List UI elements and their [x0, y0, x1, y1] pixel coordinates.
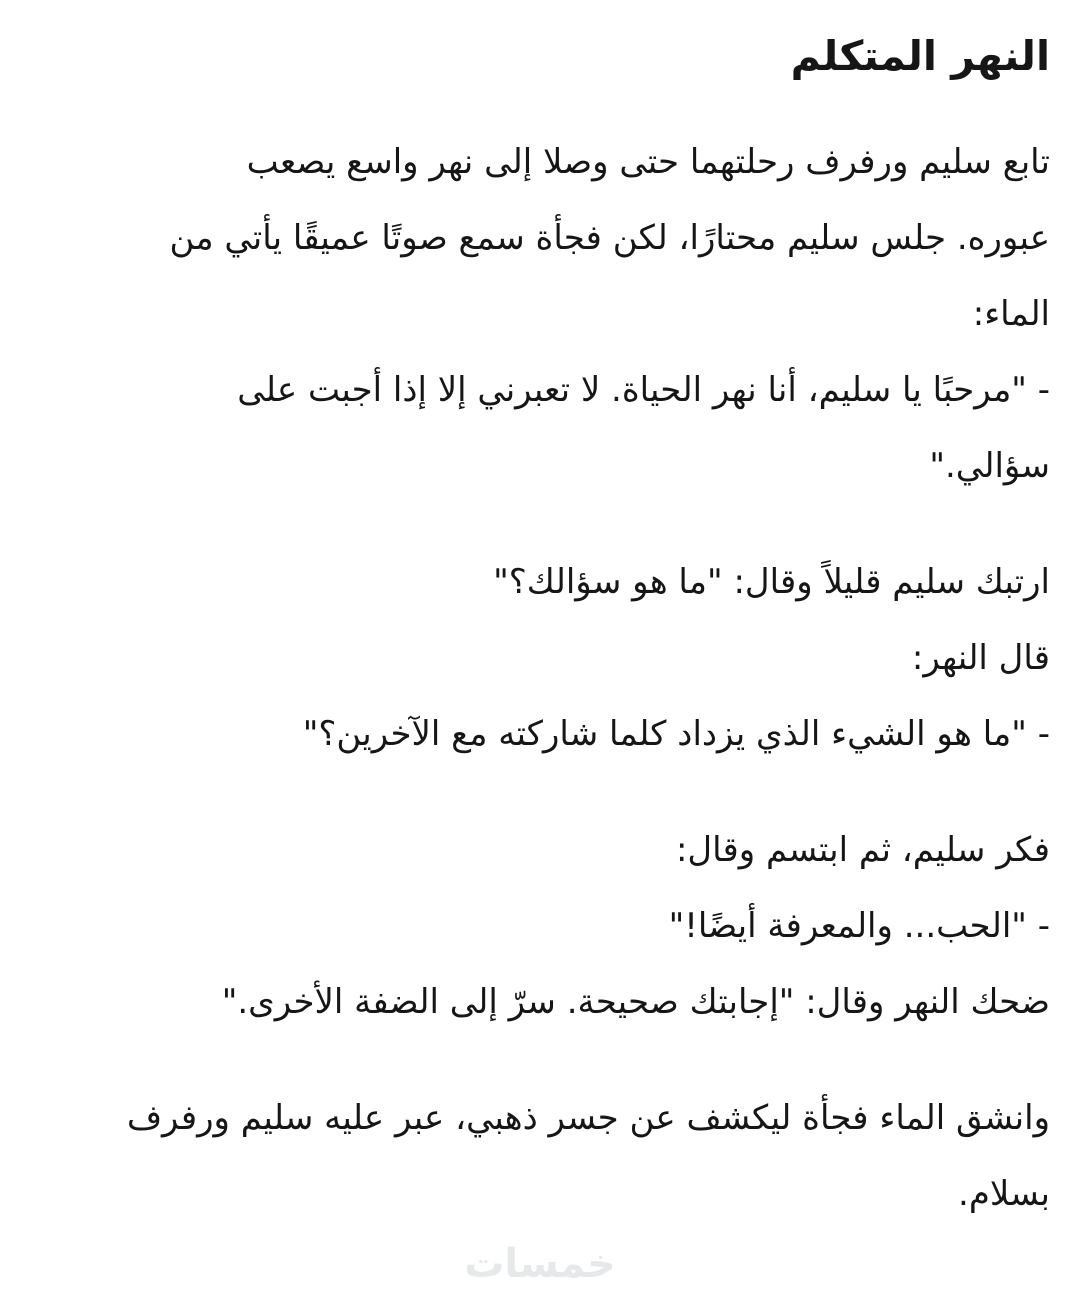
khamsat-watermark-logo: خمسات	[464, 1241, 616, 1287]
dialogue-line: سؤالي."	[929, 446, 1050, 486]
paragraph-ending	[60, 1080, 1050, 1232]
paragraph-intro	[60, 124, 1050, 504]
text-line: بسلام.	[958, 1174, 1050, 1214]
text-line: تابع سليم ورفرف رحلتهما حتى وصلا إلى نهر واسع يصعب	[246, 142, 1050, 182]
paragraph-question	[60, 544, 1050, 772]
text-line: قال النهر:	[911, 638, 1050, 678]
text-line: عبوره. جلس سليم محتارًا، لكن فجأة سمع صوتًا عميقًا يأتي من	[169, 218, 1050, 258]
text-line: فكر سليم، ثم ابتسم وقال:	[675, 830, 1050, 870]
dialogue-line: - "ما هو الشيء الذي يزداد كلما شاركته مع الآخرين؟"	[302, 714, 1050, 754]
text-line: ارتبك سليم قليلاً وقال: "ما هو سؤالك؟"	[493, 562, 1050, 602]
text-line: الماء:	[972, 294, 1050, 334]
text-line: ضحك النهر وقال: "إجابتك صحيحة. سرّ إلى الضفة الأخرى."	[221, 982, 1050, 1022]
paragraph-answer	[60, 812, 1050, 1040]
text-line: وانشق الماء فجأة ليكشف عن جسر ذهبي، عبر عليه سليم ورفرف	[126, 1098, 1050, 1138]
page-title: النهر المتكلم	[790, 32, 1050, 80]
dialogue-line: - "الحب... والمعرفة أيضًا!"	[668, 906, 1050, 946]
dialogue-line: - "مرحبًا يا سليم، أنا نهر الحياة. لا تعبرني إلا إذا أجبت على	[237, 370, 1050, 410]
